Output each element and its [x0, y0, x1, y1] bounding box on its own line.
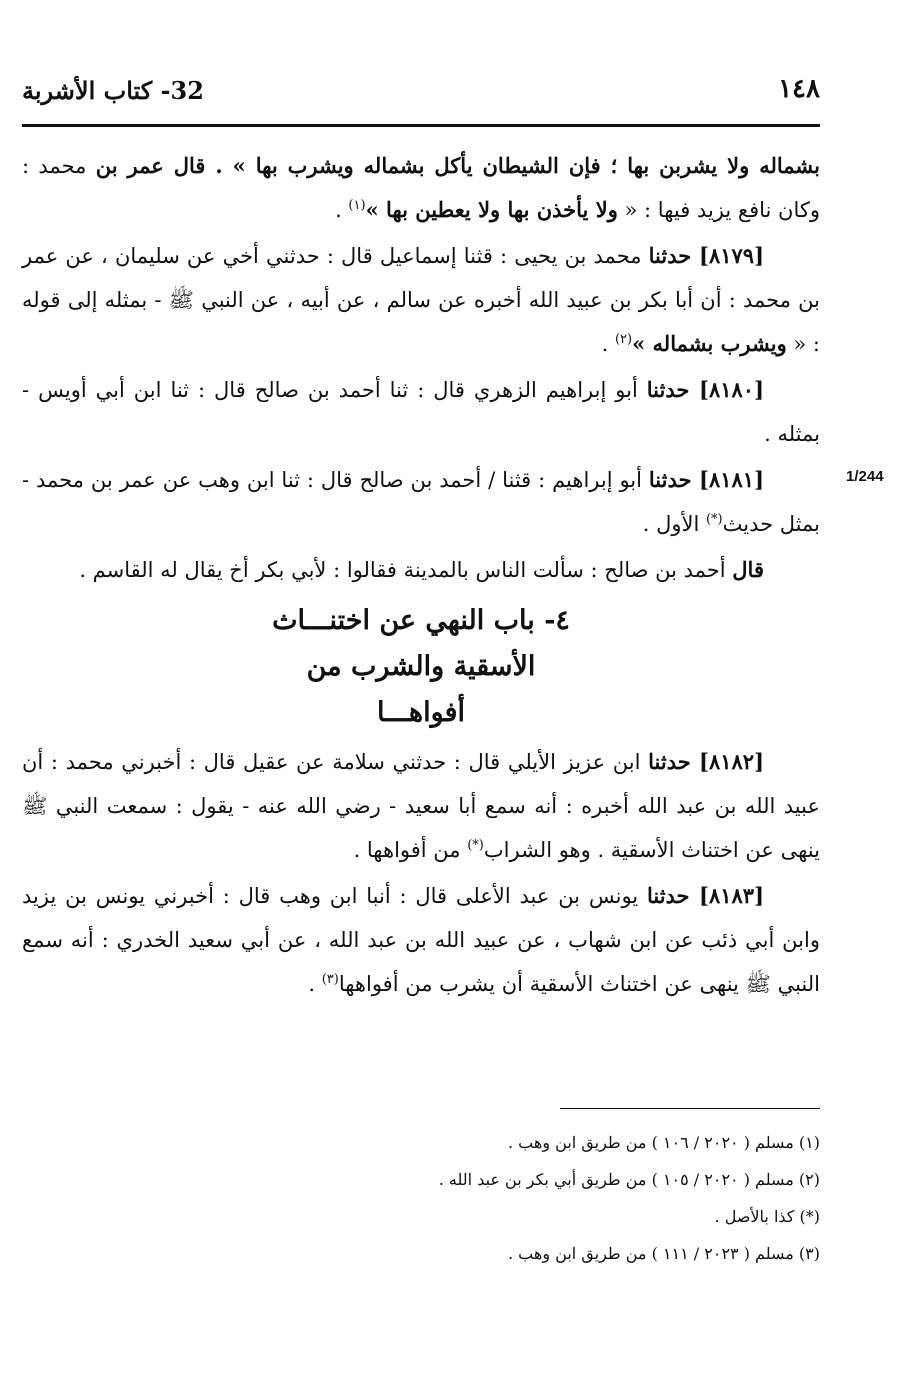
chapter-heading-line-2: الأسقية والشرب من: [306, 651, 536, 682]
page-number: ١٤٨: [778, 74, 820, 104]
continuation-paragraph: بشماله ولا يشربن بها ؛ فإن الشيطان يأكل بشماله ويشرب بها » . قال عمر بن محمد : وكان نافع يزيد فيها : « ولا يأخذن بها ولا يعطين بها »$^{(١)}$ .: [22, 153, 820, 222]
ahmad-statement: قال أحمد بن صالح : سألت الناس بالمدينة فقالوا : لأبي بكر أخ يقال له القاسم .: [79, 557, 764, 582]
book-title: 32- كتاب الأشربة: [22, 76, 204, 105]
footnotes: [22, 1124, 820, 1272]
footnote-1: (١) مسلم ( ٢٠٢٠ / ١٠٦ ) من طريق ابن وهب .: [508, 1133, 820, 1152]
chapter-heading-line-3: أفواهـــا: [376, 697, 466, 728]
footnote-star: (*) كذا بالأصل .: [714, 1207, 820, 1226]
hadith-8181: [٨١٨١] حدثنا أبو إبراهيم : قثنا / أحمد بن صالح قال : ثنا ابن وهب عن عمر بن محمد - بمثل حديث(*) الأول .: [22, 467, 820, 536]
chapter-heading: [22, 598, 820, 736]
footnote-2: (٢) مسلم ( ٢٠٢٠ / ١٠٥ ) من طريق أبي بكر بن عبد الله .: [438, 1170, 820, 1189]
hadith-8180: [٨١٨٠] حدثنا أبو إبراهيم الزهري قال : ثنا أحمد بن صالح قال : ثنا ابن أبي أويس - بمثله .: [22, 377, 820, 446]
main-text: [22, 144, 820, 1008]
hadith-8182: [٨١٨٢] حدثنا ابن عزيز الأيلي قال : حدثني سلامة عن عقيل قال : أخبرني محمد : أن عبيد الله بن عبد الله أخبره : أنه سمع أبا سعيد - رضي الله عنه - يقول : سمعت النبي ﷺ ينهى عن اختناث الأسقية . وهو الشراب(*) من أفواهها .: [22, 749, 820, 862]
page-header: [22, 74, 820, 120]
footnote-rule: [560, 1108, 820, 1109]
header-rule: [22, 124, 820, 127]
margin-folio-note: 1/244: [846, 468, 884, 485]
footnote-3: (٣) مسلم ( ٢٠٢٣ / ١١١ ) من طريق ابن وهب .: [508, 1244, 820, 1263]
chapter-heading-line-1: ٤- باب النهي عن اختنـــاث: [272, 605, 570, 636]
hadith-8183: [٨١٨٣] حدثنا يونس بن عبد الأعلى قال : أنبا ابن وهب قال : أخبرني يونس بن يزيد وابن أبي ذئب عن ابن شهاب ، عن عبيد الله بن عبد الله ، عن أبي سعيد الخدري : أنه سمع النبي ﷺ ينهى عن اختناث الأسقية أن يشرب من أفواهها$^{(٣)}$ .: [22, 883, 820, 996]
hadith-8179: [٨١٧٩] حدثنا محمد بن يحيى : قثنا إسماعيل قال : حدثني أخي عن سليمان ، عن عمر بن محمد : أن أبا بكر بن عبيد الله أخبره عن سالم ، عن أبيه ، عن النبي ﷺ - بمثله إلى قوله : « ويشرب بشماله »$^{(٢)}$ .: [22, 243, 820, 356]
